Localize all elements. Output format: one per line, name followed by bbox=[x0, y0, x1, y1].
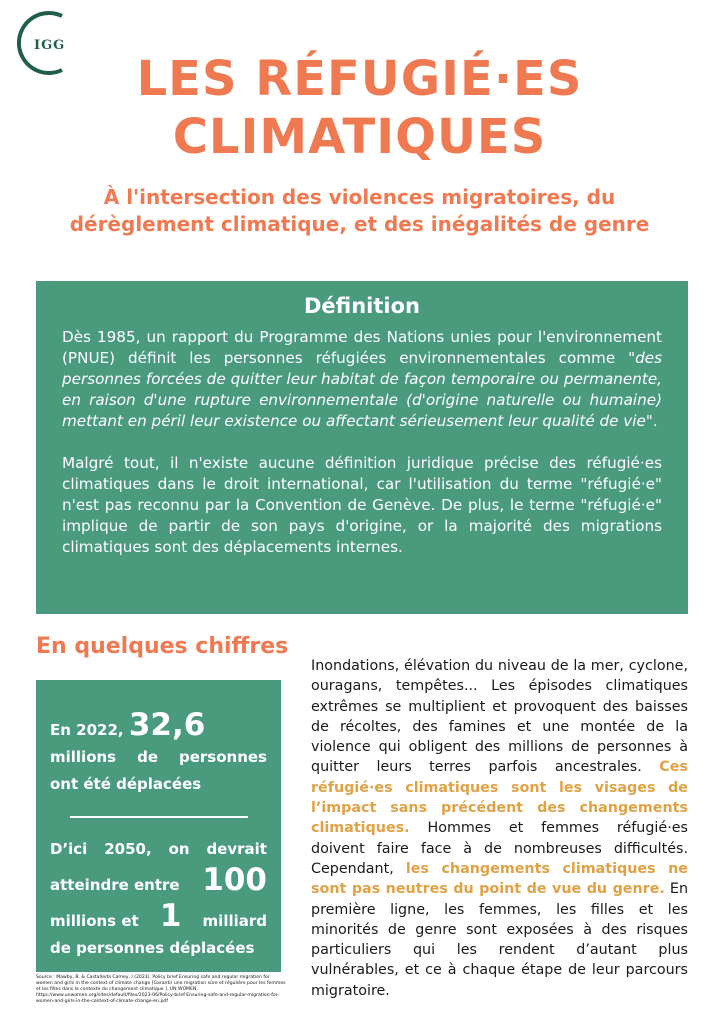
stat-2-word: 2050, bbox=[104, 840, 152, 858]
stat-1-line-1 bbox=[50, 708, 267, 744]
logo-text: IGG bbox=[34, 38, 66, 53]
stat-2-word: D’ici bbox=[50, 840, 88, 858]
stat-2-word: devrait bbox=[206, 840, 267, 858]
definition-paragraph-1 bbox=[62, 327, 662, 432]
stat-2-number-100: 100 bbox=[202, 862, 267, 898]
page-title bbox=[0, 50, 719, 166]
stat-1-word: de bbox=[137, 748, 158, 766]
stat-1-word: personnes bbox=[178, 748, 267, 766]
stat-2-text: atteindre entre bbox=[50, 876, 180, 894]
page-subtitle bbox=[40, 184, 679, 238]
stat-2-text: millions et bbox=[50, 912, 139, 930]
body-text-2: Hommes et femmes réfugié·es doivent faire face à de nombreuses difficultés. Cependant, bbox=[311, 820, 688, 877]
definition-quote: "des personnes forcées de quitter leur habitat de façon temporaire ou permanente, en raison d'une rupture environnementale (d'origine naturelle ou humaine) mettant en péril leur existence ou affectant sérieusement leur qualité de vie" bbox=[62, 349, 662, 430]
body-highlight-1: Ces réfugié·es climatiques sont les visages de l’impact sans précédent des changements climatiques. bbox=[311, 759, 688, 837]
stat-2-number-1: 1 bbox=[159, 898, 182, 934]
stats-divider bbox=[70, 816, 248, 818]
chiffres-heading: En quelques chiffres bbox=[36, 634, 289, 659]
definition-p1-start: Dès 1985, un rapport du Programme des Nations unies pour l'environnement (PNUE) définit les personnes réfugiées environnementales comme bbox=[62, 328, 662, 367]
stat-2-text: milliard bbox=[202, 912, 267, 930]
stats-box bbox=[36, 680, 281, 972]
stat-2-line-1 bbox=[50, 836, 267, 863]
definition-paragraph-2: Malgré tout, il n'existe aucune définition juridique précise des réfugié·es climatiques dans le droit international, car l'utilisation du terme "réfugié·e" n'est pas reconnu par la Convention de Genève. De plus, le terme "réfugié·e" implique de partir de son pays d'origine, or la majorité des migrations climatiques sont des déplacements internes. bbox=[62, 454, 662, 556]
definition-heading: Définition bbox=[303, 294, 420, 318]
title-line-1: LES RÉFUGIÉ·ES bbox=[136, 51, 583, 107]
stat-2-line-2 bbox=[50, 863, 267, 899]
definition-box bbox=[36, 281, 688, 614]
stat-1-number: 32,6 bbox=[128, 707, 206, 743]
body-paragraph bbox=[311, 656, 688, 1001]
stat-2-line-4: de personnes déplacées bbox=[50, 939, 255, 957]
subtitle-line-2: dérèglement climatique, et des inégalités de genre bbox=[69, 212, 650, 236]
body-highlight-2: les changements climatiques ne sont pas neutres du point de vue du genre. bbox=[311, 860, 688, 898]
title-line-2: CLIMATIQUES bbox=[172, 109, 547, 165]
body-text-1: Inondations, élévation du niveau de la mer, cyclone, ouragans, tempêtes... Les épisodes climatiques extrêmes se multiplient et provoquent des baisses de récoltes, des famines et une montée de la violence qui obligent des millions de personnes à quitter leurs terres parfois ancestrales. bbox=[311, 658, 688, 776]
stat-1-line-2 bbox=[50, 744, 267, 771]
stat-2-line-3 bbox=[50, 899, 267, 935]
definition-p1-end: . bbox=[652, 412, 658, 430]
stat-1-prefix: En 2022, bbox=[50, 721, 124, 739]
source-citation: Source : Mawby, B. & Castañeda Camey, I (2023). Policy brief Ensuring safe and regular migration for women and girls in the context of climate change [Garantir une migration sûre et régulière pour les femmes et les filles dans le contexte du changement climatique ]. UN WOMEN. https://www.unwomen.org/sites/default/files/2023-06/Policy-brief-Ensuring-safe-and-regular-migration-for-women-and-girls-in-the-context-of-climate-change-en.pdf bbox=[36, 975, 286, 1004]
body-text-3: En première ligne, les femmes, les filles et les minorités de genre sont exposées à des risques particuliers qui les rendent d’autant plus vulnérables, et ce à chaque étape de leur parcours migratoire. bbox=[311, 881, 689, 999]
stat-2-word: on bbox=[168, 840, 190, 858]
stat-1-line-3: ont été déplacées bbox=[50, 775, 202, 793]
subtitle-line-1: À l'intersection des violences migratoires, du bbox=[103, 185, 616, 209]
stat-1-word: millions bbox=[50, 748, 117, 766]
